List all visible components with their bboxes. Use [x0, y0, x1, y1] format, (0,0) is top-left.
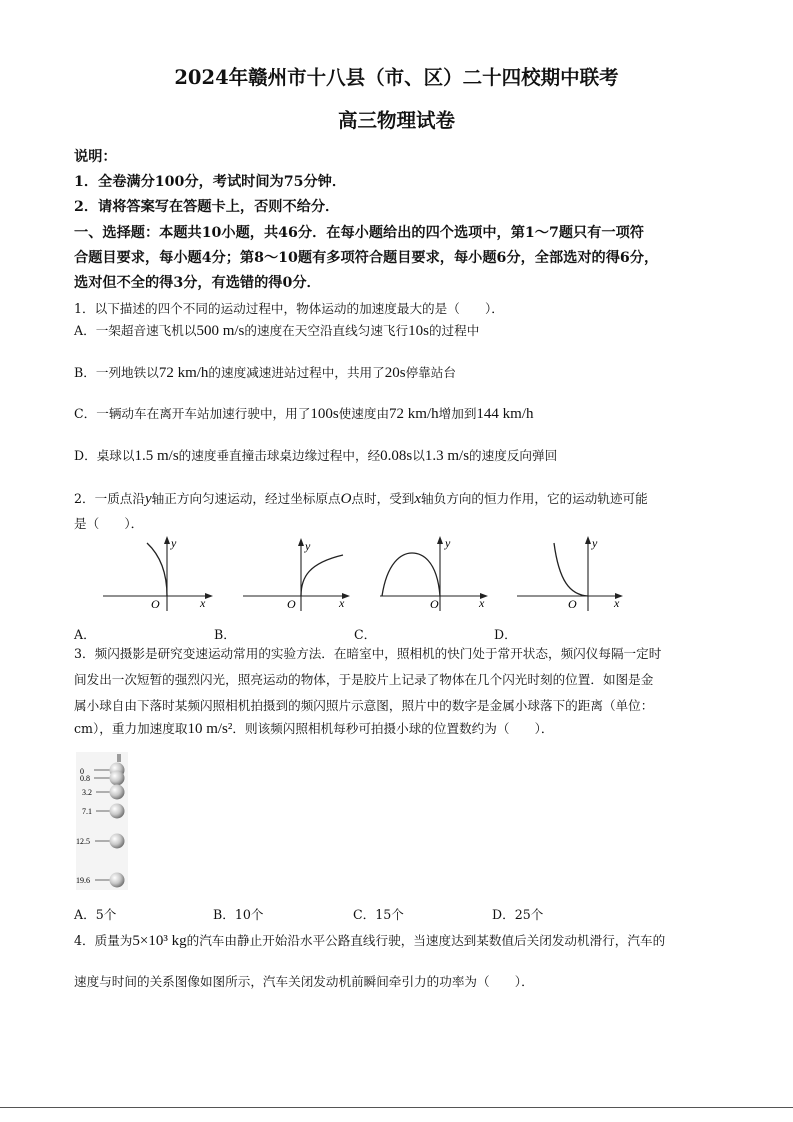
x-label: x	[339, 596, 345, 610]
q2-text2: 轴正方向匀速运动，经过坐标原点	[151, 491, 341, 506]
q1-b-text1: B．一列地铁以	[74, 365, 159, 380]
x-label: x	[614, 596, 620, 610]
q2-var-x: x	[414, 491, 422, 507]
q3-stem-line1: 3．频闪摄影是研究变速运动常用的实验方法．在暗室中，照相机的快门处于常开状态，频闪仪每隔一定时	[74, 646, 662, 661]
q3-text2: ．则该频闪照相机每秒可拍摄小球的位置数约为（ ）．	[232, 721, 554, 736]
y-label: y	[171, 536, 177, 550]
note-1: 1．全卷满分100分，考试时间为75分钟．	[74, 174, 347, 190]
y-label: y	[592, 536, 598, 550]
q2-graph-a	[95, 533, 220, 613]
q4-stem-line1	[74, 930, 665, 950]
q2-option-d: D．	[494, 627, 517, 642]
q1-d-time: 0.08s	[380, 448, 413, 464]
q1-c-text2: 使速度由	[338, 406, 390, 421]
x-axis-arrow	[205, 593, 213, 599]
q2-graph-c	[375, 533, 500, 613]
q1-a-text1: A．一架超音速飞机以	[74, 323, 197, 338]
q1-b-time: 20s	[384, 365, 406, 381]
distance-label: 7.1	[82, 807, 92, 816]
ball	[110, 804, 125, 819]
q2-option-b: B．	[214, 627, 236, 642]
q2-option-c: C．	[354, 627, 377, 642]
origin-label: O	[151, 597, 160, 611]
distance-label: 12.5	[76, 837, 90, 846]
q1-d-text3: 以	[412, 448, 425, 463]
q3-option-d: D．25个	[492, 907, 544, 922]
distance-label: 19.6	[76, 876, 90, 885]
q2-stem-line2: 是（ ）．	[74, 516, 144, 531]
x-label: x	[200, 596, 206, 610]
distance-label: 0.8	[80, 774, 90, 783]
y-label: y	[445, 536, 451, 550]
q1-d-speed1: 1.5 m/s	[134, 448, 179, 464]
q1-option-b	[74, 362, 456, 382]
q3-text1: cm），重力加速度取	[74, 721, 188, 736]
y-axis-arrow	[164, 536, 170, 544]
q1-b-text2: 的速度减速进站过程中，共用了	[208, 365, 385, 380]
q2-var-y: y	[144, 491, 152, 507]
q2-graph-d	[512, 533, 637, 613]
ball	[110, 785, 125, 800]
ball	[110, 771, 125, 786]
ball	[110, 873, 125, 888]
q1-d-speed2: 1.3 m/s	[424, 448, 470, 464]
q2-option-a: A．	[74, 627, 96, 642]
q1-b-speed: 72 km/h	[158, 365, 209, 381]
q1-a-time: 10s	[408, 323, 429, 339]
q2-stem-line1	[74, 488, 648, 508]
y-label: y	[305, 539, 311, 553]
q4-text2: 的汽车由静止开始沿水平公路直线行驶，当速度达到某数值后关闭发动机滑行，汽车的	[186, 933, 666, 948]
q1-option-a	[74, 320, 479, 340]
q2-text4: 轴负方向的恒力作用，它的运动轨迹可能	[421, 491, 648, 506]
section1-line2: 合题目要求，每小题4分；第8～10题有多项符合题目要求，每小题6分，全部选对的得6分，	[74, 250, 659, 266]
q3-option-b: B．10个	[213, 907, 264, 922]
x-label: x	[479, 596, 485, 610]
q2-graph-b	[235, 533, 360, 613]
section1-line1: 一、选择题：本题共10小题，共46分．在每小题给出的四个选项中，第1～7题只有一项符	[74, 225, 644, 241]
trajectory-curve	[554, 543, 588, 596]
origin-label: O	[430, 597, 439, 611]
trajectory-curve	[147, 543, 167, 596]
q1-c-text3: 增加到	[438, 406, 477, 421]
q3-stem-line2: 间发出一次短暂的强烈闪光，照亮运动的物体，于是胶片上记录了物体在几个闪光时刻的位置．如图是金	[74, 672, 654, 687]
q1-d-text4: 的速度反向弹回	[469, 448, 558, 463]
q1-option-d	[74, 445, 557, 465]
y-axis-arrow	[437, 536, 443, 544]
q3-stem-line3: 属小球自由下落时某频闪照相机拍摄到的频闪照片示意图，照片中的数字是金属小球落下的距离（单位：	[74, 698, 654, 713]
y-axis-arrow	[585, 536, 591, 544]
exam-subtitle: 高三物理试卷	[337, 109, 455, 132]
q2-text3: 点时，受到	[351, 491, 415, 506]
q1-a-text3: 的过程中	[428, 323, 480, 338]
q3-option-a: A．5个	[74, 907, 117, 922]
origin-label: O	[287, 597, 296, 611]
q3-gravity: 10 m/s²	[187, 721, 233, 737]
q4-text1: 4．质量为	[74, 933, 133, 948]
q1-option-c	[74, 403, 534, 423]
q2-text1: 2．一质点沿	[74, 491, 145, 506]
q1-a-text2: 的速度在天空沿直线匀速飞行	[244, 323, 409, 338]
q1-b-text3: 停靠站台	[405, 365, 456, 380]
q3-strobe-photo	[74, 752, 134, 892]
trajectory-curve	[382, 553, 440, 596]
q2-var-o: O	[340, 491, 352, 507]
notes-heading: 说明：	[74, 149, 117, 165]
exam-title: 2024年赣州市十八县（市、区）二十四校期中联考	[174, 66, 619, 89]
q1-d-text2: 的速度垂直撞击球桌边缘过程中，经	[178, 448, 381, 463]
origin-label: O	[568, 597, 577, 611]
section1-line3: 选对但不全的得3分，有选错的得0分．	[74, 275, 321, 291]
trajectory-curve	[301, 555, 343, 596]
q1-c-speed1: 72 km/h	[389, 406, 439, 422]
q1-c-speed2: 144 km/h	[476, 406, 534, 422]
q1-a-speed: 500 m/s	[196, 323, 245, 339]
ball	[110, 834, 125, 849]
distance-label: 3.2	[82, 788, 92, 797]
q3-stem-line4	[74, 718, 554, 738]
y-axis-arrow	[298, 538, 304, 546]
q4-stem-line2: 速度与时间的关系图像如图所示，汽车关闭发动机前瞬间牵引力的功率为（ ）．	[74, 974, 534, 989]
distance-label: 0	[80, 767, 84, 776]
q1-c-time: 100s	[310, 406, 339, 422]
note-2: 2．请将答案写在答题卡上，否则不给分．	[74, 199, 340, 215]
q1-stem: 1．以下描述的四个不同的运动过程中，物体运动的加速度最大的是（ ）．	[74, 301, 504, 316]
q4-mass: 5×10³ kg	[132, 933, 187, 949]
q1-c-text1: C．一辆动车在离开车站加速行驶中，用了	[74, 406, 311, 421]
page-bottom-rule	[0, 1107, 793, 1108]
q1-d-text1: D．桌球以	[74, 448, 135, 463]
q3-option-c: C．15个	[353, 907, 404, 922]
